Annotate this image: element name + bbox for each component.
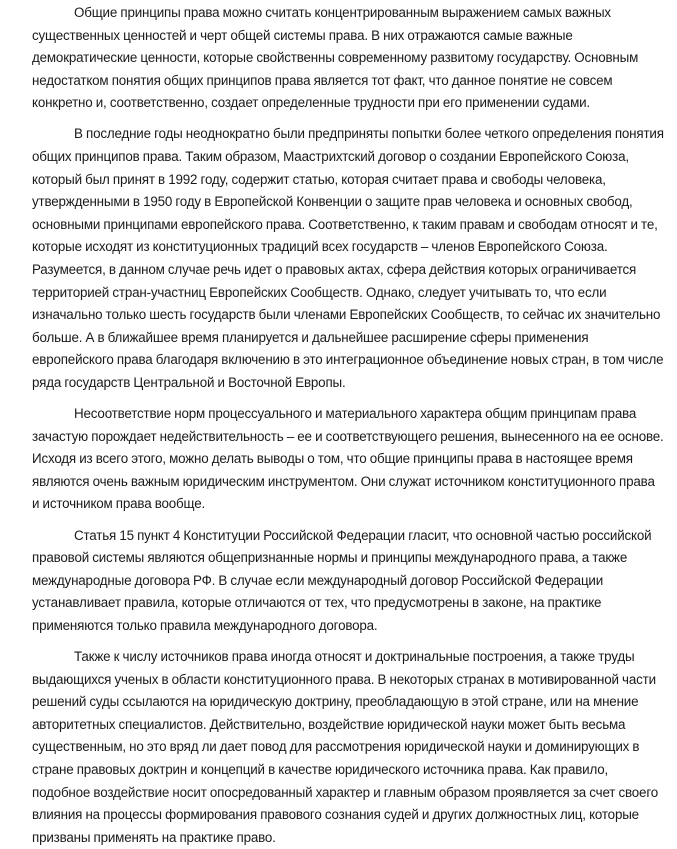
paragraph-maastricht-treaty: В последние годы неоднократно были предприняты попытки более четкого определения понятия общих принципов права. Таким образом, Маастрихтский договор о создании Европейского Союза, который был принят в 1992 году, содержит статью, которая считает права и свободы человека, утвержденными в 1950 году в Европейской Конвенции о защите прав человека и основных свобод, основными принципами европейского права. Соответственно, к таким правам и свободам относят и те, которые исходят из конституционных традиций всех государств – членов Европейского Союза. Разумеется, в данном случае речь идет о правовых актах, сфера действия которых ограничивается территорией стран-участниц Европейских Сообществ. Однако, следует учитывать то, что если изначально только шесть государств были членами Европейских Сообществ, то сейчас их значительно больше. А в ближайшее время планируется и дальнейшее расширение сферы применения европейского права благодаря включению в это интеграционное объединение новых стран, в том числе ряда государств Центральной и Восточной Европы. (32, 126, 664, 390)
paragraph-doctrinal-sources: Также к числу источников права иногда относят и доктринальные построения, а также труды выдающихся ученых в области конституционного права. В некоторых странах в мотивированной части решений суды ссылаются на юридическую доктрину, преобладающую в этой стране, или на мнение авторитетных специалистов. Действительно, воздействие юридической науки может быть весьма существенным, но это вряд ли дает повод для рассмотрения юридической науки и доминирующих в стране правовых доктрин и концепций в качестве юридического источника права. Как правило, подобное воздействие носит опосредованный характер и главным образом проявляется за счет своего влияния на процессы формирования правового сознания судей и других должностных лиц, которые призваны применять на практике право. (32, 649, 658, 845)
paragraph-constitution-article-15: Статья 15 пункт 4 Конституции Российской Федерации гласит, что основной частью российской правовой системы являются общепризнанные нормы и принципы международного права, а также международные договора РФ. В случае если международный договор Российской Федерации устанавливает правила, которые отличаются от тех, что предусмотрены в законе, на практике применяются только правила международного договора. (32, 527, 652, 633)
paragraph-general-principles: Общие принципы права можно считать концентрированным выражением самых важных существенных ценностей и черт общей системы права. В них отражаются самые важные демократические ценности, которые свойственны современному развитому государству. Основным недостатком понятия общих принципов права является тот факт, что данное понятие не совсем конкретно и, соответственно, создает определенные трудности при его применении судами. (32, 5, 639, 111)
paragraph-invalidity: Несоответствие норм процессуального и материального характера общим принципам права зачастую порождает недействительность – ее и соответствующего решения, вынесенного на ее основе. Исходя из всего этого, можно делать выводы о том, что общие принципы права в настоящее время являются очень важным юридическим инструментом. Они служат источником конституционного права и источником права вообще. (32, 406, 664, 512)
